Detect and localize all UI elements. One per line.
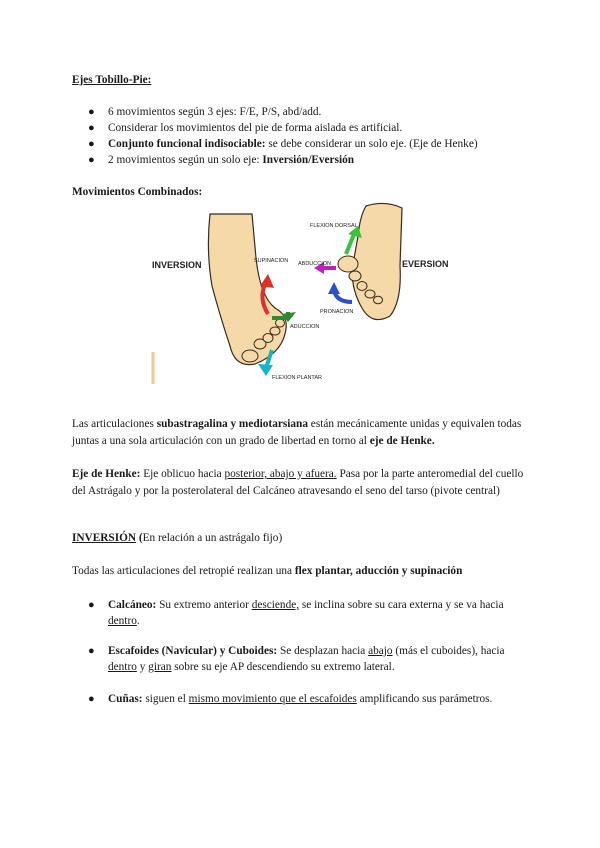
- paragraph-articulaciones: [72, 416, 534, 449]
- inversion-foot-illustration: [153, 214, 289, 384]
- bullet-dot: ●: [88, 154, 95, 166]
- paragraph-eje-de-henke: [72, 466, 534, 499]
- list-item: [108, 136, 478, 152]
- list-item: [108, 597, 518, 629]
- text-run: Eje oblicuo hacia: [140, 468, 225, 480]
- pronation-arrowhead-icon: [328, 282, 340, 294]
- list-item: 6 movimientos según 3 ejes: F/E, P/S, abd/add.: [108, 106, 322, 118]
- text-run: Las articulaciones: [72, 418, 157, 430]
- underlined-text: dentro: [108, 615, 137, 627]
- label-supinacion: SUPINACION: [254, 258, 289, 264]
- text-run: (más el cuboides), hacia: [392, 645, 505, 657]
- bold-text: Cuñas:: [108, 693, 143, 705]
- text-run: y: [136, 661, 149, 673]
- label-flexion-dorsal: FLEXION DORSAL: [310, 223, 358, 229]
- bold-text: Inversión/Eversión: [262, 154, 355, 166]
- label-aducion: ADUCCION: [290, 324, 320, 330]
- text-run: se inclina sobre su cara externa y se va hacia: [299, 599, 504, 611]
- bold-text: Calcáneo:: [108, 599, 157, 611]
- underlined-text: posterior, abajo y afuera.: [224, 468, 337, 480]
- underlined-text: giran: [148, 661, 172, 673]
- text-run: están mecánicamente unidas y equivalen todas juntas a una sola articulación con un grado de libertad en torno al: [72, 418, 522, 447]
- text-run: En relación a un astrágalo fijo): [142, 532, 283, 544]
- underlined-text: dentro: [108, 661, 137, 673]
- heading-movimientos-combinados: Movimientos Combinados:: [72, 186, 203, 198]
- underlined-text: abajo: [368, 645, 393, 657]
- bold-text: (: [136, 532, 143, 544]
- paragraph-retropie: [72, 563, 462, 579]
- bold-text: Conjunto funcional indisociable:: [108, 138, 266, 150]
- text-run: Se desplazan hacia: [277, 645, 369, 657]
- list-item-text: 2 movimientos según un solo eje:: [108, 154, 263, 166]
- list-item: [108, 152, 354, 168]
- text-run: .: [136, 615, 140, 627]
- list-item: [108, 643, 526, 675]
- text-run: Todas las articulaciones del retropié realizan una: [72, 565, 295, 577]
- foot-movements-diagram: [140, 196, 470, 386]
- bold-text: flex plantar, aducción y supinación: [294, 565, 463, 577]
- heading-inversion: [72, 530, 282, 546]
- label-flexion-plantar: FLEXION PLANTAR: [272, 375, 323, 381]
- text-run: Pasa por la parte anteromedial del cuello del Astrágalo y por la posterolateral del Calcáneo atravesando el seno del tarso (pivote central): [72, 468, 524, 497]
- label-eversion: EVERSION: [402, 259, 449, 269]
- bullet-dot: ●: [88, 122, 95, 134]
- bold-text: Escafoides (Navicular) y Cuboides:: [108, 645, 278, 657]
- list-item: Considerar los movimientos del pie de forma aislada es artificial.: [108, 122, 403, 134]
- label-inversion: INVERSION: [152, 260, 202, 270]
- text-run: amplificando sus parámetros.: [356, 693, 493, 705]
- label-abduccion: ABDUCCION: [298, 261, 332, 267]
- flexion-dorsal-arrow-icon: [346, 234, 354, 254]
- bold-text: subastragalina y mediotarsiana: [156, 418, 308, 430]
- flexion-plantar-arrowhead-icon: [258, 364, 273, 376]
- bullet-dot: ●: [88, 693, 95, 705]
- bullet-dot: ●: [88, 106, 95, 118]
- bullet-dot: ●: [88, 138, 95, 150]
- bold-underlined-text: INVERSIÓN: [72, 532, 137, 544]
- bullet-dot: ●: [88, 645, 95, 657]
- underlined-text: mismo movimiento que el escafoides: [188, 693, 357, 705]
- text-run: Su extremo anterior: [156, 599, 252, 611]
- text-run: siguen el: [142, 693, 189, 705]
- bold-text: eje de Henke.: [369, 434, 435, 447]
- bold-text: Eje de Henke:: [72, 468, 141, 480]
- bullet-dot: ●: [88, 599, 95, 611]
- label-pronacion: PRONACION: [320, 309, 354, 315]
- supination-arrowhead-icon: [260, 274, 274, 288]
- text-run: sobre su eje AP descendiendo su extremo lateral.: [171, 661, 395, 673]
- list-item: [108, 691, 492, 707]
- list-item-text: se debe considerar un solo eje. (Eje de Henke): [265, 138, 478, 150]
- heading-ejes-tobillo-pie: Ejes Tobillo-Pie:: [72, 74, 152, 86]
- underlined-text: desciende,: [251, 599, 300, 611]
